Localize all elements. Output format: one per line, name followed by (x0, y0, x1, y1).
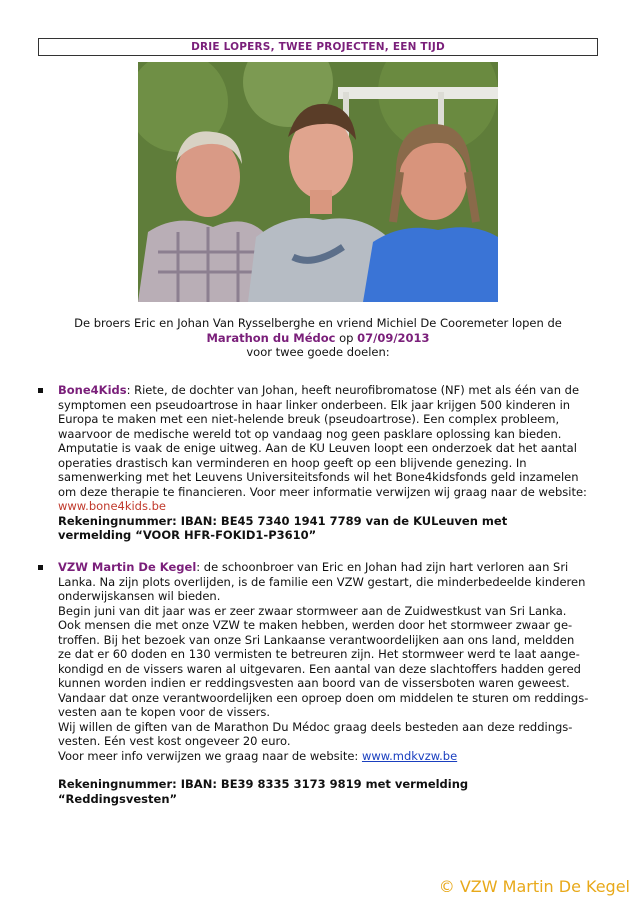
section2-label: VZW Martin De Kegel (58, 560, 197, 574)
three-runners-photo (138, 62, 498, 302)
section2-line-3: Ook mensen die met onze VZW te maken hebben, werden door het stormweer zwaar ge- (58, 618, 573, 632)
event-name: Marathon du Médoc (206, 330, 336, 345)
photo-illustration (138, 62, 498, 302)
section1-line-2: Europa te maken met een niet-helende breuk (pseudoartrose). Een complex probleem, (58, 412, 560, 426)
section2-line-1: onderwijskansen wil bieden. (58, 589, 221, 603)
section2-website-prefix: Voor meer info verwijzen we graag naar de website: (58, 748, 362, 763)
section2-line-11: vesten. Eén vest kost ongeveer 20 euro. (58, 734, 291, 748)
mdkvzw-link[interactable]: www.mdkvzw.be (361, 748, 458, 763)
intro-line-3: voor twee goede doelen: (246, 345, 390, 359)
intro-line-1: De broers Eric en Johan Van Rysselberghe en vriend Michiel De Cooremeter lopen de (74, 316, 562, 330)
section2-line-2: Begin juni van dit jaar was er zeer zwaar stormweer aan de Zuidwestkust van Sri Lanka. (58, 603, 567, 618)
section-vzw-martin-de-kegel (58, 560, 603, 806)
section2-account-1: Rekeningnummer: IBAN: BE39 8335 3173 9819 met vermelding (58, 777, 469, 791)
section1-line-4: Amputatie is vaak de enige uitweg. Aan de KU Leuven loopt een onderzoek dat het aantal (58, 441, 577, 455)
section1-label: Bone4Kids (58, 383, 127, 397)
intro-op: op (335, 330, 358, 345)
section2-line-10: Wij willen de giften van de Marathon Du Médoc graag deels besteden aan deze reddings- (58, 719, 573, 734)
section2-first-text: : de schoonbroer van Eric en Johan had zijn hart verloren aan Sri (196, 560, 569, 574)
section1-line-7: om deze therapie te financieren. Voor meer informatie verwijzen wij graag naar de website: (58, 484, 587, 499)
section2-line-0: Lanka. Na zijn plots overlijden, is de familie een VZW gestart, die minderbedeelde kinderen (58, 574, 586, 589)
section1-line-5: operaties drastisch kan verminderen en hoop geeft op een blijvende genezing. In (58, 455, 527, 470)
section2-line-7: kunnen worden indien er reddingsvesten aan boord van de vissersboten waren geweest. (58, 676, 570, 690)
bullet-icon (38, 565, 43, 570)
page-title: DRIE LOPERS, TWEE PROJECTEN, EEN TIJD (38, 38, 598, 56)
section2-line-4: troffen. Bij het bezoek van onze Sri Lankaanse verantwoordelijken aan ons land, meldden (58, 632, 575, 647)
event-date: 07/09/2013 (357, 330, 430, 345)
section2-account-2: “Reddingsvesten” (58, 791, 178, 806)
section1-line-6: samenwerking met het Leuvens Universiteitsfonds wil het Bone4kidsfonds geld inzamelen (58, 470, 579, 484)
section1-account-2: vermelding “VOOR HFR-FOKID1-P3610” (58, 528, 317, 542)
intro-line-2 (40, 331, 596, 346)
bullet-icon (38, 388, 43, 393)
section1-account-1: Rekeningnummer: IBAN: BE45 7340 1941 7789 van de KULeuven met (58, 513, 508, 528)
section1-text-0: : Riete, de dochter van Johan, heeft neurofibromatose (NF) met als één van de (126, 383, 580, 397)
section-bone4kids (58, 383, 603, 543)
section2-website-line (58, 749, 603, 764)
section1-line-0 (58, 383, 603, 398)
section1-line-3: waarvoor de medische wereld tot op vandaag nog geen pasklare oplossing kan bieden. (58, 426, 562, 441)
copyright-watermark: © VZW Martin De Kegel (438, 877, 630, 896)
section2-line-first (58, 560, 603, 575)
section1-line-1: symptomen een pseudoartrose in haar linker onderbeen. Elk jaar krijgen 500 kinderen in (58, 397, 571, 412)
section2-line-9: vesten aan te kopen voor de vissers. (58, 705, 271, 719)
section2-line-5: ze dat er 60 doden en 130 vermisten te betreuren zijn. Het stormweer werd te laat aange- (58, 647, 580, 661)
bone4kids-link[interactable]: www.bone4kids.be (58, 499, 167, 513)
intro-paragraph (40, 316, 596, 360)
section2-line-6: kondigd en de vissers waren al uitgevaren. Een aantal van deze slachtoffers hadden gered (58, 661, 581, 676)
section2-line-8: Vandaar dat onze verantwoordelijken een oproep doen om middelen te sturen om reddings- (58, 690, 589, 705)
